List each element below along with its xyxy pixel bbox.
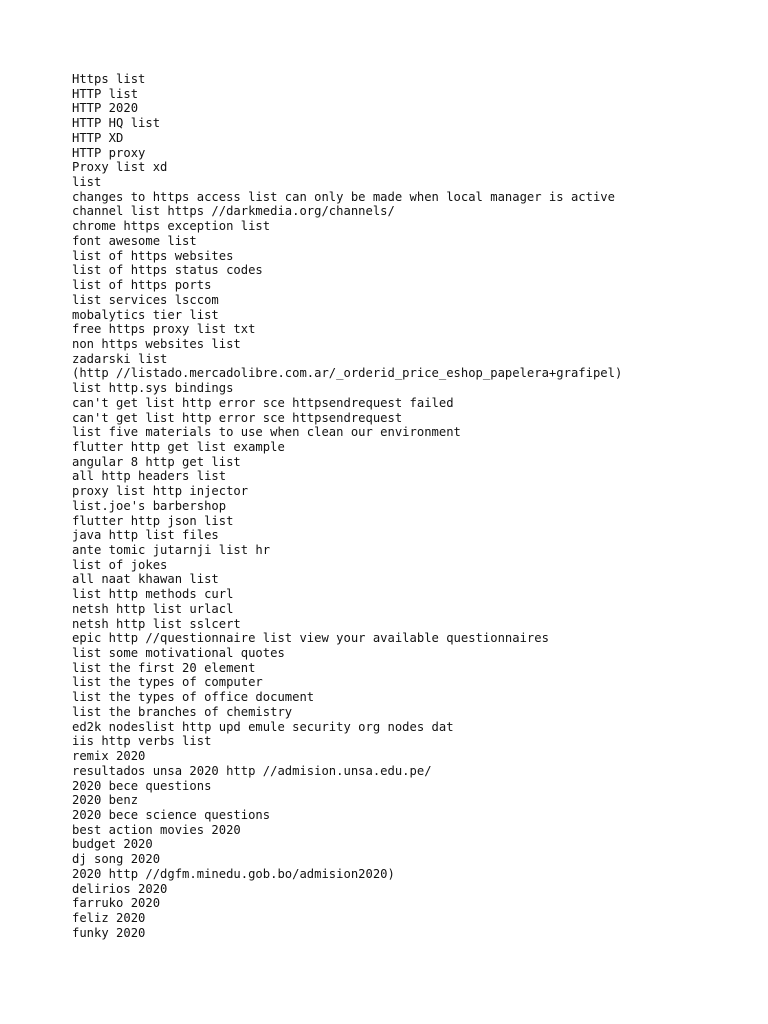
text-line: feliz 2020 xyxy=(72,910,146,925)
text-line: can't get list http error sce httpsendrequest xyxy=(72,410,403,425)
text-line: list the first 20 element xyxy=(72,660,256,675)
document-text-list xyxy=(72,72,732,940)
text-line: 2020 bece questions xyxy=(72,778,212,793)
text-line: list of https websites xyxy=(72,248,234,263)
text-line: channel list https //darkmedia.org/channels/ xyxy=(72,204,395,219)
text-line: ed2k nodeslist http upd emule security org nodes dat xyxy=(72,719,454,734)
text-line: non https websites list xyxy=(72,336,241,351)
text-line: list the types of office document xyxy=(72,690,315,705)
text-line: free https proxy list txt xyxy=(72,322,256,337)
text-line: netsh http list sslcert xyxy=(72,616,241,631)
text-line: list of https ports xyxy=(72,278,212,293)
text-line: can't get list http error sce httpsendrequest failed xyxy=(72,395,454,410)
text-line: farruko 2020 xyxy=(72,896,161,911)
text-line: angular 8 http get list xyxy=(72,454,241,469)
text-line: list the types of computer xyxy=(72,675,263,690)
text-line: Https list xyxy=(72,72,146,86)
text-line: list of https status codes xyxy=(72,263,263,278)
text-line: chrome https exception list xyxy=(72,219,271,234)
text-line: list the branches of chemistry xyxy=(72,704,293,719)
text-line: all http headers list xyxy=(72,469,227,484)
text-line: list http.sys bindings xyxy=(72,381,234,396)
text-line: epic http //questionnaire list view your available questionnaires xyxy=(72,631,549,646)
text-line: HTTP 2020 xyxy=(72,101,139,116)
text-line: netsh http list urlacl xyxy=(72,601,234,616)
text-line: changes to https access list can only be made when local manager is active xyxy=(72,189,615,204)
text-line: delirios 2020 xyxy=(72,881,168,896)
text-line: list five materials to use when clean our environment xyxy=(72,425,461,440)
text-line: zadarski list xyxy=(72,351,168,366)
text-line: HTTP list xyxy=(72,86,139,101)
text-line: (http //listado.mercadolibre.com.ar/_orderid_price_eshop_papelera+grafipel) xyxy=(72,366,623,381)
text-line: budget 2020 xyxy=(72,837,153,852)
text-line: list http methods curl xyxy=(72,587,234,602)
text-line: resultados unsa 2020 http //admision.unsa.edu.pe/ xyxy=(72,763,432,778)
text-line: iis http verbs list xyxy=(72,734,212,749)
text-line: mobalytics tier list xyxy=(72,307,219,322)
text-line: 2020 bece science questions xyxy=(72,807,271,822)
text-line: flutter http get list example xyxy=(72,439,285,454)
text-line: list of jokes xyxy=(72,557,168,572)
text-line: 2020 http //dgfm.minedu.gob.bo/admision2020) xyxy=(72,866,395,881)
text-line: HTTP proxy xyxy=(72,145,146,160)
text-line: ante tomic jutarnji list hr xyxy=(72,543,271,557)
text-line: list xyxy=(72,175,102,190)
text-line: proxy list http injector xyxy=(72,484,249,499)
text-line: funky 2020 xyxy=(72,925,146,940)
text-line: HTTP HQ list xyxy=(72,116,161,131)
text-line: dj song 2020 xyxy=(72,852,161,867)
text-line: all naat khawan list xyxy=(72,572,219,587)
text-line: list.joe's barbershop xyxy=(72,498,227,513)
text-line: flutter http json list xyxy=(72,513,234,528)
text-line: remix 2020 xyxy=(72,749,146,764)
text-line: HTTP XD xyxy=(72,130,124,145)
text-line: 2020 benz xyxy=(72,793,139,808)
text-line: list some motivational quotes xyxy=(72,646,285,661)
text-line: list services lsccom xyxy=(72,292,219,307)
text-line: java http list files xyxy=(72,528,219,543)
text-line: font awesome list xyxy=(72,233,197,248)
text-line: Proxy list xd xyxy=(72,160,168,175)
text-line: best action movies 2020 xyxy=(72,822,241,837)
